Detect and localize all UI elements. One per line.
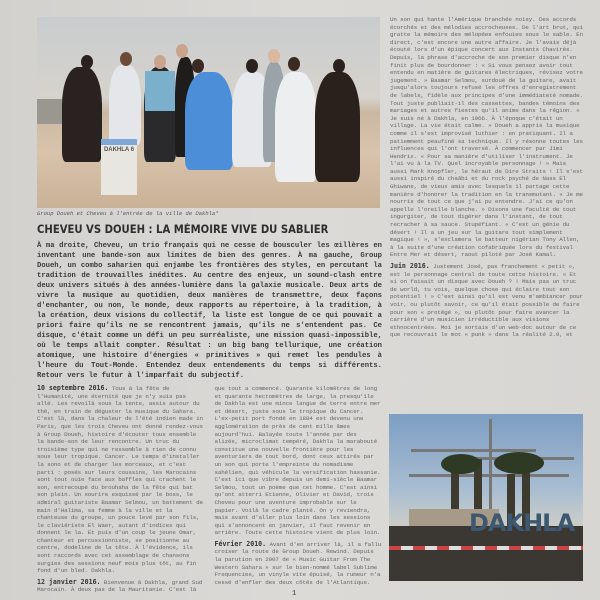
person	[315, 72, 360, 182]
head	[268, 49, 280, 63]
head	[246, 59, 258, 73]
person-shirt	[145, 71, 175, 111]
section-text: Tous à la fête de l'Humanité, une éternité que je n'y suis pas allé. Les revoilà sous la tente, assis autour du thé, en train de déguster la musique du Sahara. C'est là, dans la chaleur de l'été indien made in Paris, que les trois Cheveu ont donné rendez-vous à Group Doueh, histoire d'écouter tous ensemble la bande-son de leur rencontre. Un truc du troisième type qui ne ressemble à rien de connu sous leur tropique. Cancer. Le temps d'installer la sono et de charger les morceaux, et c'est parti : posés sur leurs coussins, les Marocains sont tout ouïe face aux baffles qui crachent le son, entrecoupé du brouhaha de la fête qui bat son plein. Un sourire esquissé par le boss, le admiral guitariste Baamar Selmou, un battement de main d'Halima, sa femme à la ville et la chanteuse du groupe, un pouce levé par son fils, le claviériste El Waer, autant d'indices qui donnent le la. Et puis d'un coup le jeune Omar, chanteur et percussionniste, se positionne au centre, dodeline de la tête. À l'évidence, ils sont raccords avec cet assemblage de chansons surgies des sessions neuf mois plus tôt, au fin fond d'un bled. Dakhla.	[37, 385, 203, 575]
dakhla-letters-sign: DAKHLA	[469, 509, 575, 537]
section-text: Justement José, pas franchement « petit », est le personnage central de toute cette histoire. « Et si on faisait un disque avec Doueh ? ! Mais pas un truc de world, tu vois, quelque chose qui éclaire tout son potentiel ! » C'est ainsi qu'il est venu m'ambiancer pour voir, ou plutôt savoir, ce qu'il était possible de faire pour son « protégé », ou plutôt pour faire avancer la carrière d'un musicien irréductible aux visions ethnocentrées. Moi je sortais d'un web-doc autour de ce que recouvrait le mot « punk » dans la réalité 2.0, et	[390, 263, 583, 339]
head	[81, 55, 93, 69]
sign-bar	[409, 474, 569, 477]
person	[109, 65, 141, 145]
head	[120, 52, 132, 66]
article-title: CHEVEU VS DOUEH : LA MÉMOIRE VIVE DU SABLIER	[37, 223, 329, 236]
section-text: Un son qui hante l'Amérique branchée noisy. Des accords écorchés et des mélodies accrocheuses. De l'art brut, qui gratte la mémoire des mélopées enfouies sous le sable. En direct, c'est encore une autre affaire. Je l'avais déjà écouté lors d'un épique concert aux Instants Chavirés. Depuis, la phrase d'accroche de son premier disque n'en finit plus de bourdonner : « Si vous pensez avoir tout entendu en matière de guitares électriques, révisez votre jugement. » Baamar Selmou, surdoué de la guitare, avait jusqu'alors toujours refusé les offres d'enregistrement de labels, fidèle aux principes d'une immédiateté nomade. Tout juste publiait-il des cassettes, bandes témoins des mariages et autres fiestes qu'il anime dans la région. « Je suis né à Dakhla, en 1966. À l'époque c'était un village. La vie était calme. » Doueh a appris la musique comme il s'est improvisé luthier : en pratiquant. Il a patiemment peaufiné sa technique. Il y résonne toutes les influences qui l'ont traversé. À commencer par Jimi Hendrix. « Pour sa manière d'utiliser l'instrument. Je l'ai vu à la TV. Quel incroyable personnage ! » Mais aussi Mark Knopfler, le héraut de Dire Straits ! Il s'est aussi inspiré du chaâbi et du rock psyché de Nass El Ghiwane, de vieux amis avec lesquels il partage cette manière d'honorer la tradition en la transmutant. « Je me nourris de tout ce que j'ai pu entendre. J'ai ce qu'on appelle l'oreille blanche. » Disons une faculté de tout ingurgiter, de tout digérer dans l'instant, de tout recracher à sa sauce. Stupéfiant. « C'est un génie du désert ! Il a un jeu sur la guitare tout simplement magique ! », s'exclamera le batteur nigérian Tony Allen, à la suite d'une création cofabriquée lors du festival Entre Mer et désert, raout piloté par José Kamal.	[390, 16, 583, 259]
article-body	[37, 222, 382, 594]
head	[288, 57, 300, 71]
group-photo	[37, 17, 380, 208]
section	[390, 263, 586, 339]
person	[275, 72, 317, 182]
section-date: Juin 2016.	[390, 262, 430, 270]
section-date: 10 septembre 2016.	[37, 384, 109, 392]
article-columns	[37, 385, 382, 594]
section-date: Février 2010.	[214, 539, 267, 548]
article-intro: À ma droite, Cheveu, un trio français qui ne cesse de bousculer les œillères en inventant une bande-son aux limites de bien des genres. À ma gauche, Group Doueh, un combo saharien qui enjambe les frontières des styles, en percutant la tradition de trouvailles inédites. Au centre des enjeux, un sound-clash entre deux univers situés à des années-lumière dans la galaxie musicale. Deux arts de vivre la musique au quotidien, deux manières de transmettre, deux façons d'enchanter, ou non, le monde, deux rapports au répertoire, à la tradition, à la création, deux visions du collectif, la liste est longue de ce qui pouvait a priori faire qu'ils ne se rencontrent jamais, qu'ils ne s'entendent pas. Ce disque, c'était comme un défi un peu surréaliste, une mission quasi-impossible, où le temps allait compter. Résultat : un big bang tellurique, une création atomique, une histoire d'énergies « primitives » qui remet les pendules à l'heure du Tout-Monde. Entendez deux entendements du temps si différents. Retour vers le futur à l'imparfait du subjectif.	[37, 242, 382, 380]
person	[185, 72, 233, 170]
section	[215, 541, 383, 587]
dakhla-roundabout-photo	[389, 414, 583, 581]
section	[37, 385, 205, 575]
dakhla-road-marker: DAKHLA 6	[101, 139, 137, 195]
palm-fronds	[494, 452, 544, 474]
curb	[389, 546, 583, 550]
section-text: Avant d'en arriver là, il a fallu croiser la route de Group Doueh. Rewind. Depuis la parution en 2007 de « Music Guitar From The Western Sahara » sur le bien-nommé label Sublime Frequencies, un vinyle vite épuisé, la rumeur n'a cessé d'enfler des deux côtés de l'Atlantique.	[214, 540, 382, 586]
page-number: 1	[292, 590, 297, 598]
section-date: 12 janvier 2016.	[37, 577, 101, 586]
section-text: Bienvenue à Dakhla, grand Sud Marocain. À deux pas de la Mauritanie. C'est là que tout a commencé. Quarante kilomètres de long et quarante hectomètres de large, la presqu'île de Dakhla est une mince langue de terre entre mer et désert, juste sous le tropique du Cancer. L'ex-petit port fondé en 1884 est devenu une agglomération de près de cent mille âmes aujourd'hui. Balayée toute l'année par des alizés, microclimat tempéré, Dakhla la marabouté constitue une nouvelle frontière pour les aventuriers de tout bord, dont ceux attirés par un son qui porte l'empreinte du nomadisme sahélien, qui véhicule la versification hassanie. C'est ici que vibre depuis un demi-siècle Baamar Selmou, tout un poème que cet homme. C'est ainsi qu'ont atterri Etienne, Olivier et David, trois Cheveu pour une aventure improbable sur le papier. Voilà le cadre planté. On y reviendra, mais avant d'aller plus loin dans les sessions qui s'annoncent en janvier, il faut revenir en arrière. Toute cette histoire vient de plus loin.	[37, 385, 381, 594]
photo-caption: Group Doueh et Cheveu à l'entrée de la ville de Dakhla*	[37, 210, 219, 217]
head	[333, 59, 345, 73]
palm-fronds	[441, 454, 481, 474]
head	[192, 59, 204, 73]
person	[62, 67, 102, 162]
column-right	[390, 16, 586, 343]
section	[390, 16, 586, 259]
head	[154, 55, 166, 69]
head	[176, 44, 188, 58]
